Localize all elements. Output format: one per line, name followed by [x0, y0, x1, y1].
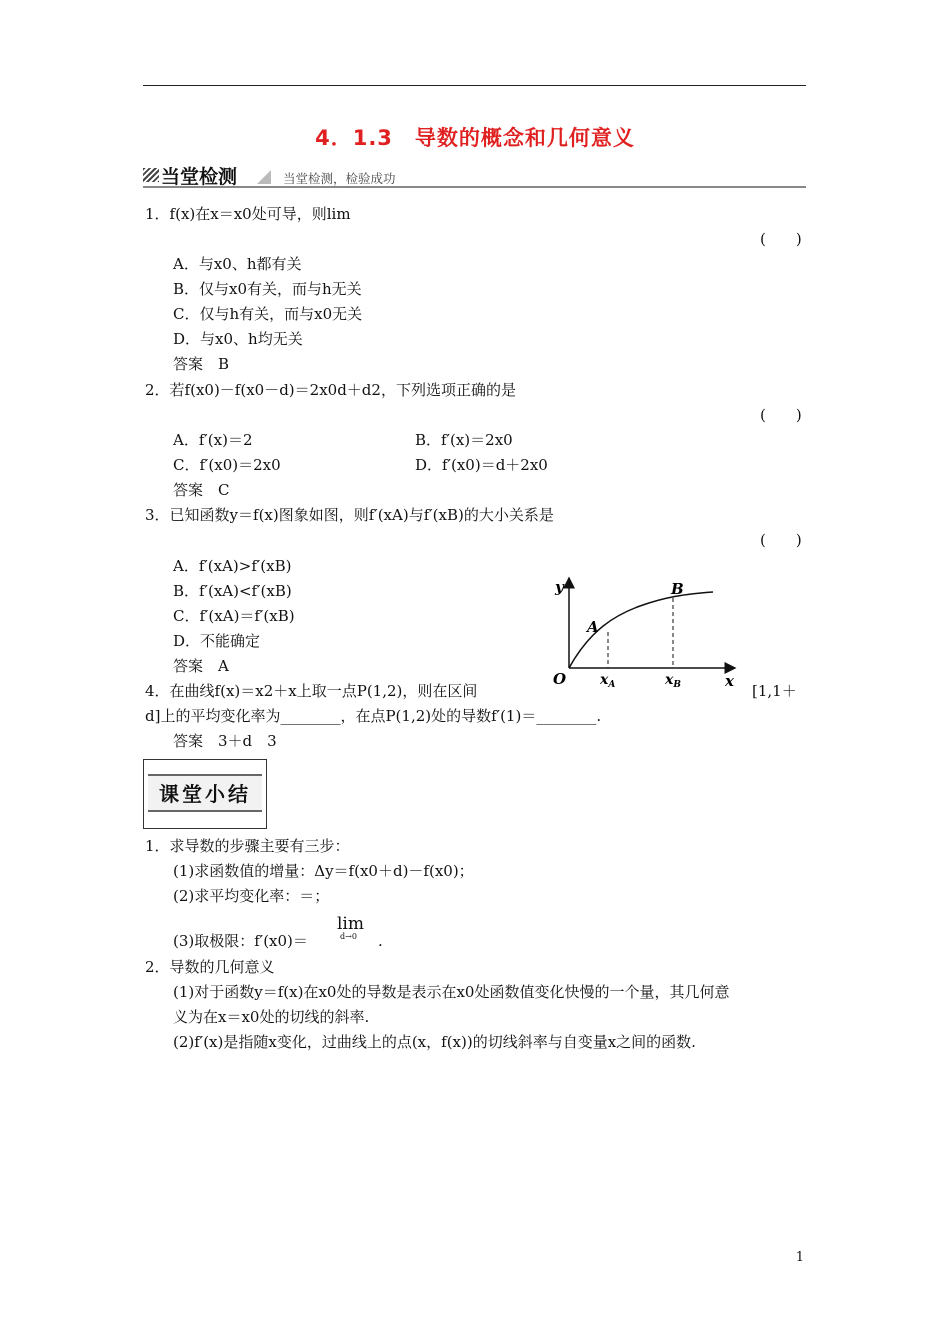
page-title: 4．1.3 导数的概念和几何意义 — [315, 126, 635, 150]
summary-heading-band — [148, 774, 262, 812]
q2-option-b: B．f′(x)＝2x0 — [415, 431, 513, 449]
section-rule — [143, 186, 806, 188]
q1-bracket: ( ) — [760, 230, 802, 248]
q4-line1: 4．在曲线f(x)＝x2＋x上取一点P(1,2)，则在区间 — [145, 682, 478, 700]
section-title: 当堂检测 — [161, 166, 238, 188]
q1-answer: 答案 B — [173, 355, 230, 373]
q2-option-a: A．f′(x)＝2 — [173, 431, 253, 449]
summary-p2: 2．导数的几何意义 — [145, 958, 275, 976]
q1-option-a: A．与x0、h都有关 — [173, 255, 302, 273]
q4-answer: 答案 3＋d 3 — [173, 732, 277, 750]
stripes-icon — [143, 168, 159, 182]
limit-symbol: lim — [337, 914, 364, 934]
q1-option-c: C．仅与h有关，而与x0无关 — [173, 305, 363, 323]
xa-label: $x_A$ — [600, 672, 616, 690]
summary-p2-2: (2)f′(x)是指随x变化，过曲线上的点(x，f(x))的切线斜率与自变量x之间的函数. — [173, 1033, 696, 1051]
q2-option-c: C．f′(x0)＝2x0 — [173, 456, 281, 474]
section-subtitle: 当堂检测，检验成功 — [283, 171, 396, 186]
q1-option-b: B．仅与x0有关，而与h无关 — [173, 280, 362, 298]
function-graph — [545, 570, 745, 690]
summary-p1-3-prefix: (3)取极限：f′(x0)＝ — [173, 932, 308, 950]
q3-option-a: A．f′(xA)>f′(xB) — [173, 557, 292, 575]
q3-option-b: B．f′(xA)<f′(xB) — [173, 582, 292, 600]
summary-heading: 课堂小结 — [159, 782, 251, 806]
q1-option-d: D．与x0、h均无关 — [173, 330, 303, 348]
page-number: 1 — [795, 1250, 804, 1265]
q2-answer: 答案 C — [173, 481, 230, 499]
q4-line2: d]上的平均变化率为________，在点P(1,2)处的导数f′(1)＝________. — [145, 707, 602, 725]
q3-answer: 答案 A — [173, 657, 229, 675]
summary-p1-2: (2)求平均变化率：＝； — [173, 887, 330, 905]
origin-label: O — [553, 670, 567, 688]
summary-p1-1: (1)求函数值的增量：Δy＝f(x0＋d)－f(x0)； — [173, 862, 474, 880]
summary-p1: 1．求导数的步骤主要有三步： — [145, 837, 350, 855]
q2-stem: 2．若f(x0)－f(x0－d)＝2x0d＋d2，下列选项正确的是 — [145, 381, 516, 399]
summary-p2-1b: 义为在x＝x0处的切线的斜率. — [173, 1008, 370, 1026]
q4-line1-right: [1,1＋ — [752, 682, 797, 700]
q1-stem: 1．f(x)在x＝x0处可导，则lim — [145, 205, 351, 223]
y-label: y — [555, 578, 564, 596]
summary-p1-3-suffix: . — [378, 932, 383, 950]
point-b-label: B — [671, 580, 684, 598]
q3-bracket: ( ) — [760, 531, 802, 549]
x-label: x — [725, 672, 734, 690]
q2-option-d: D．f′(x0)＝d＋2x0 — [415, 456, 548, 474]
point-a-label: A — [587, 618, 599, 636]
xb-label: $x_B$ — [665, 672, 681, 690]
limit-subscript: d→0 — [340, 932, 357, 941]
q3-stem: 3．已知函数y＝f(x)图象如图，则f′(xA)与f′(xB)的大小关系是 — [145, 506, 554, 524]
summary-heading-box — [143, 759, 267, 829]
q2-bracket: ( ) — [760, 406, 802, 424]
q3-option-d: D．不能确定 — [173, 632, 261, 650]
summary-p2-1a: (1)对于函数y＝f(x)在x0处的导数是表示在x0处函数值变化快慢的一个量，其几何意 — [173, 983, 730, 1001]
q3-option-c: C．f′(xA)＝f′(xB) — [173, 607, 295, 625]
triangle-icon — [257, 170, 271, 184]
top-rule — [143, 85, 806, 86]
